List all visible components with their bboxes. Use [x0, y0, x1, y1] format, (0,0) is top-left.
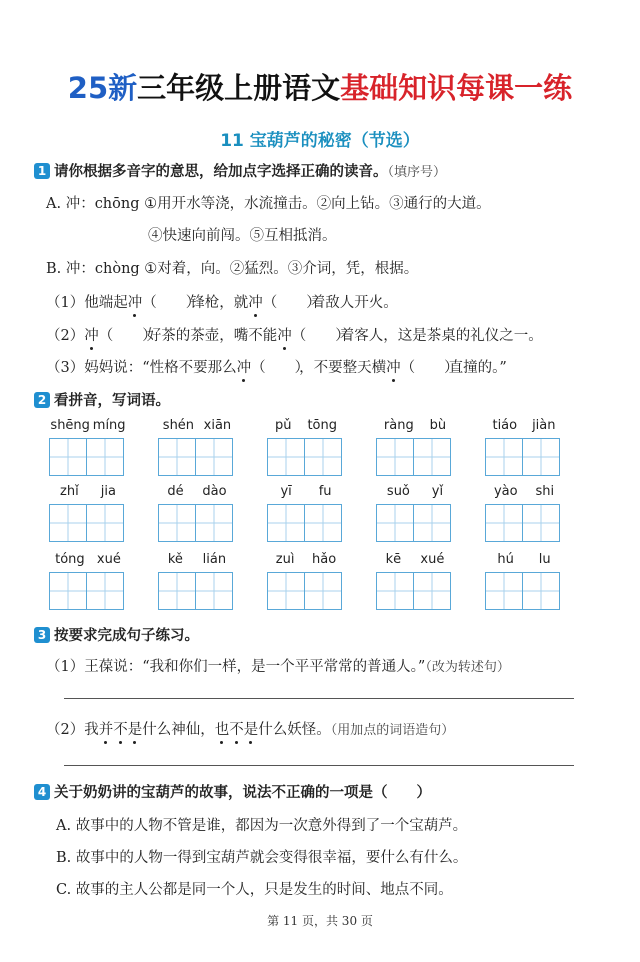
q1-heading	[34, 160, 446, 181]
answer-line-2[interactable]	[64, 765, 574, 766]
dotted-char: 并	[98, 722, 114, 738]
pinyin-word	[158, 552, 236, 610]
pinyin-word	[485, 552, 563, 610]
pinyin-syllable: yǐ	[431, 484, 444, 499]
answer-blank[interactable]: （ ）	[142, 295, 201, 311]
pinyin-syllable: míng	[92, 418, 126, 433]
title-part-2: 三年级上册语文	[137, 71, 341, 105]
pinyin-syllable: hǎo	[312, 552, 337, 567]
tianzi-box[interactable]	[485, 438, 523, 476]
tianzi-box[interactable]	[49, 438, 87, 476]
pinyin-label	[485, 418, 563, 436]
pinyin-label	[376, 552, 454, 570]
pinyin-word	[267, 552, 345, 610]
q3-prompt: 按要求完成句子练习。	[54, 628, 199, 644]
q3-s2-note: （用加点的词语造句）	[330, 723, 455, 738]
dotted-char: 冲	[236, 360, 252, 376]
tianzi-box[interactable]	[414, 572, 451, 610]
pinyin-syllable: xué	[96, 552, 121, 567]
tianzi-box[interactable]	[196, 504, 233, 542]
pinyin-syllable: tōng	[307, 418, 337, 433]
page-footer: 第 11 页，共 30 页	[267, 914, 373, 928]
q4-number: 4	[34, 784, 50, 800]
q2-prompt: 看拼音，写词语。	[54, 393, 170, 409]
pinyin-label	[49, 418, 127, 436]
pinyin-word	[376, 418, 454, 476]
tianzi-box[interactable]	[196, 572, 233, 610]
pinyin-syllable: jia	[100, 484, 116, 499]
q3-sentence-1: （1）王葆说：“我和你们一样，是一个平平常常的普通人。”（改为转述句）	[46, 659, 510, 675]
pinyin-syllable: shēng	[50, 418, 90, 433]
answer-blank[interactable]: （ ）	[291, 328, 350, 344]
q3-number: 3	[34, 627, 50, 643]
pinyin-label	[485, 484, 563, 502]
pinyin-label	[267, 484, 345, 502]
pinyin-syllable: shi	[535, 484, 555, 499]
q1-note: （填序号）	[387, 165, 447, 180]
dotted-char: 不	[113, 722, 128, 738]
pinyin-syllable: tóng	[55, 552, 85, 567]
tianzi-box[interactable]	[158, 572, 196, 610]
tianzi-box[interactable]	[267, 438, 305, 476]
title-part-1: 25新	[67, 71, 138, 105]
pinyin-word	[485, 418, 563, 476]
tianzi-box[interactable]	[376, 572, 414, 610]
q4-option-c[interactable]: C. 故事的主人公都是同一个人，只是发生的时间、地点不同。	[56, 882, 453, 898]
tianzi-box[interactable]	[87, 438, 124, 476]
pinyin-syllable: pǔ	[274, 418, 292, 433]
dotted-char: 是	[243, 722, 259, 738]
pinyin-syllable: zhǐ	[60, 484, 79, 499]
pinyin-word	[49, 552, 127, 610]
tianzi-box[interactable]	[523, 504, 560, 542]
tianzi-box[interactable]	[305, 504, 342, 542]
dotted-word-2	[215, 722, 259, 738]
pinyin-label	[267, 552, 345, 570]
q2-heading	[34, 389, 170, 410]
answer-line-1[interactable]	[64, 698, 574, 699]
tianzi-box[interactable]	[158, 504, 196, 542]
tianzi-box[interactable]	[485, 572, 523, 610]
tianzi-box[interactable]	[376, 504, 414, 542]
dotted-char: 冲	[277, 328, 292, 344]
q3-s1-note: （改为转述句）	[425, 660, 510, 675]
pinyin-word	[376, 484, 454, 542]
pinyin-syllable: xiān	[203, 418, 232, 433]
pinyin-syllable: yī	[280, 484, 292, 499]
pinyin-word	[158, 484, 236, 542]
pinyin-syllable: kē	[385, 552, 402, 567]
pinyin-label	[267, 418, 345, 436]
answer-blank[interactable]: （ ）	[400, 360, 459, 376]
q4-prompt: 关于奶奶讲的宝葫芦的故事，说法不正确的一项是（ ）	[54, 785, 431, 801]
pinyin-label	[376, 418, 454, 436]
tianzi-box[interactable]	[87, 572, 124, 610]
tianzi-box[interactable]	[267, 504, 305, 542]
pinyin-word	[376, 552, 454, 610]
pinyin-syllable: shén	[162, 418, 195, 433]
pinyin-label	[49, 552, 127, 570]
pinyin-label	[158, 552, 236, 570]
pinyin-word	[158, 418, 236, 476]
pinyin-syllable: dé	[167, 484, 184, 499]
answer-blank[interactable]: （ ）	[98, 328, 157, 344]
tianzi-box[interactable]	[376, 438, 414, 476]
pinyin-syllable: hú	[497, 552, 514, 567]
pinyin-label	[158, 418, 236, 436]
q1-option-a-line-1: A. 冲：chōng ①用开水等浇，水流撞击。②向上钻。③通行的大道。	[46, 196, 491, 212]
tianzi-box[interactable]	[523, 572, 560, 610]
q4-heading	[34, 781, 431, 802]
pinyin-word	[485, 484, 563, 542]
tianzi-box[interactable]	[158, 438, 196, 476]
pinyin-syllable: tiáo	[492, 418, 518, 433]
lesson-title: 11 宝葫芦的秘密（节选）	[220, 131, 420, 151]
pinyin-syllable: lián	[202, 552, 227, 567]
pinyin-word	[49, 418, 127, 476]
q1-number: 1	[34, 163, 50, 179]
pinyin-word	[49, 484, 127, 542]
q1-option-b-line: B. 冲：chòng ①对着，向。②猛烈。③介词，凭，根据。	[46, 261, 419, 277]
q4-option-b[interactable]: B. 故事中的人物一得到宝葫芦就会变得很幸福，要什么有什么。	[56, 850, 468, 866]
pinyin-syllable: suǒ	[386, 484, 410, 499]
tianzi-box[interactable]	[414, 438, 451, 476]
dotted-char: 冲	[248, 295, 263, 311]
q1-prompt: 请你根据多音字的意思，给加点字选择正确的读音。	[54, 164, 388, 180]
tianzi-box[interactable]	[87, 504, 124, 542]
pinyin-syllable: jiàn	[532, 418, 556, 433]
tianzi-box[interactable]	[196, 438, 233, 476]
tianzi-box[interactable]	[49, 572, 87, 610]
pinyin-label	[376, 484, 454, 502]
tianzi-box[interactable]	[414, 504, 451, 542]
dotted-char: 是	[127, 722, 143, 738]
pinyin-syllable: lu	[538, 552, 551, 567]
pinyin-syllable: yào	[493, 484, 518, 499]
answer-blank[interactable]: （ ）	[251, 360, 310, 376]
q3-sentence-2: （2）我并不是什么神仙，也不是什么妖怪。（用加点的词语造句）	[46, 722, 455, 738]
tianzi-box[interactable]	[523, 438, 560, 476]
pinyin-syllable: zuì	[275, 552, 295, 567]
q3-heading	[34, 624, 199, 645]
q1-sentence-3: （3）妈妈说：“性格不要那么冲（ ），不要整天横冲（ ）直撞的。”	[46, 356, 507, 377]
pinyin-syllable: dào	[202, 484, 227, 499]
q1-sentence-1: （1）他端起冲（ ）锋枪，就冲（ ）着敌人开火。	[46, 291, 398, 312]
q2-number: 2	[34, 392, 50, 408]
dotted-char: 也	[214, 722, 230, 738]
pinyin-label	[49, 484, 127, 502]
tianzi-box[interactable]	[267, 572, 305, 610]
pinyin-word	[267, 418, 345, 476]
dotted-char: 冲	[386, 360, 401, 376]
tianzi-box[interactable]	[49, 504, 87, 542]
tianzi-box[interactable]	[305, 572, 342, 610]
title-part-3: 基础知识每课一练	[340, 71, 573, 105]
pinyin-word	[267, 484, 345, 542]
tianzi-box[interactable]	[305, 438, 342, 476]
dotted-char: 不	[229, 722, 244, 738]
dotted-char: 冲	[127, 295, 143, 311]
pinyin-syllable: fu	[318, 484, 332, 499]
page-title	[0, 66, 640, 107]
tianzi-box[interactable]	[485, 504, 523, 542]
pinyin-syllable: kě	[167, 552, 183, 567]
q1-sentence-2: （2）冲（ ）好茶的茶壶，嘴不能冲（ ）着客人，这是茶桌的礼仪之一。	[46, 324, 543, 345]
pinyin-label	[485, 552, 563, 570]
pinyin-syllable: ràng	[383, 418, 414, 433]
dotted-char: 冲	[84, 328, 99, 344]
pinyin-label	[158, 484, 236, 502]
pinyin-syllable: bù	[429, 418, 447, 433]
dotted-word-1	[99, 722, 143, 738]
pinyin-syllable: xué	[420, 552, 445, 567]
answer-blank[interactable]: （ ）	[262, 295, 321, 311]
q1-option-a-line-2: ④快速向前闯。⑤互相抵消。	[148, 228, 337, 244]
q4-option-a[interactable]: A. 故事中的人物不管是谁，都因为一次意外得到了一个宝葫芦。	[56, 818, 468, 834]
